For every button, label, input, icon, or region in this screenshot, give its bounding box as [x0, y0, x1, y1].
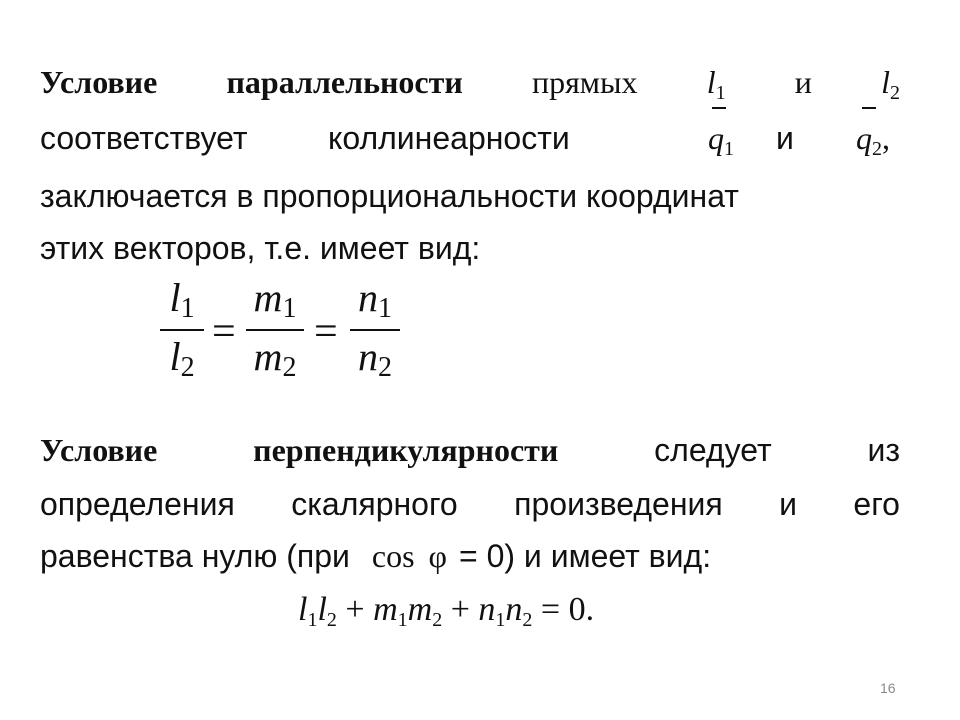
fraction-n: n1 n2	[350, 276, 400, 384]
para2-word-2: из	[867, 432, 900, 468]
para1-word-pryamykh: прямых	[531, 64, 638, 100]
perpendicular-formula: l1l2 + m1m2 + n1n2 = 0.	[298, 591, 595, 631]
para2-bold-word-1: Условие	[40, 432, 158, 468]
para1-and-2: и	[776, 120, 794, 156]
l1-symbol: l1	[706, 64, 726, 104]
para2-line2-word-2: скалярного	[291, 486, 458, 522]
para2-bold-word-2: перпендикулярности	[253, 432, 559, 468]
fraction-m: m1 m2	[246, 276, 304, 384]
q2-overbar	[862, 107, 876, 109]
l2-symbol: l2	[881, 64, 900, 104]
para2-line3-text-a: равенства нулю (при	[40, 538, 350, 574]
equals-sign-2: =	[314, 309, 338, 355]
para2-word-1: следует	[654, 432, 772, 468]
para2-line2-word-5: его	[853, 486, 900, 522]
para1-bold-word-1: Условие	[40, 64, 158, 100]
q2-symbol: q2,	[856, 120, 890, 160]
para1-line1	[40, 62, 900, 107]
para2-line1	[40, 430, 900, 470]
page-number: 16	[880, 680, 896, 696]
para2-line2	[40, 484, 900, 524]
para2-line3-text-b: = 0) и имеет вид:	[459, 538, 712, 574]
para1-and-1: и	[794, 64, 812, 100]
para1-bold-word-2: параллельности	[226, 64, 463, 100]
para2-line3	[40, 536, 900, 576]
cos-text: cos	[371, 538, 415, 574]
equals-sign-1: =	[212, 309, 236, 355]
para2-line2-word-3: произведения	[514, 486, 723, 522]
para1-line2-word2: коллинеарности	[328, 120, 570, 156]
para2-line2-word-1: определения	[40, 486, 235, 522]
para1-line2-word1: соответствует	[40, 120, 248, 156]
phi-symbol: φ	[428, 538, 447, 574]
q1-overbar	[712, 107, 726, 109]
para2-line2-word-4: и	[779, 486, 797, 522]
q1-symbol: q1	[708, 120, 734, 160]
para1-line3: заключается в пропорциональности координат	[40, 178, 739, 214]
fraction-l: l1 l2	[160, 276, 204, 384]
para1-line4: этих векторов, т.е. имеет вид:	[40, 230, 481, 266]
